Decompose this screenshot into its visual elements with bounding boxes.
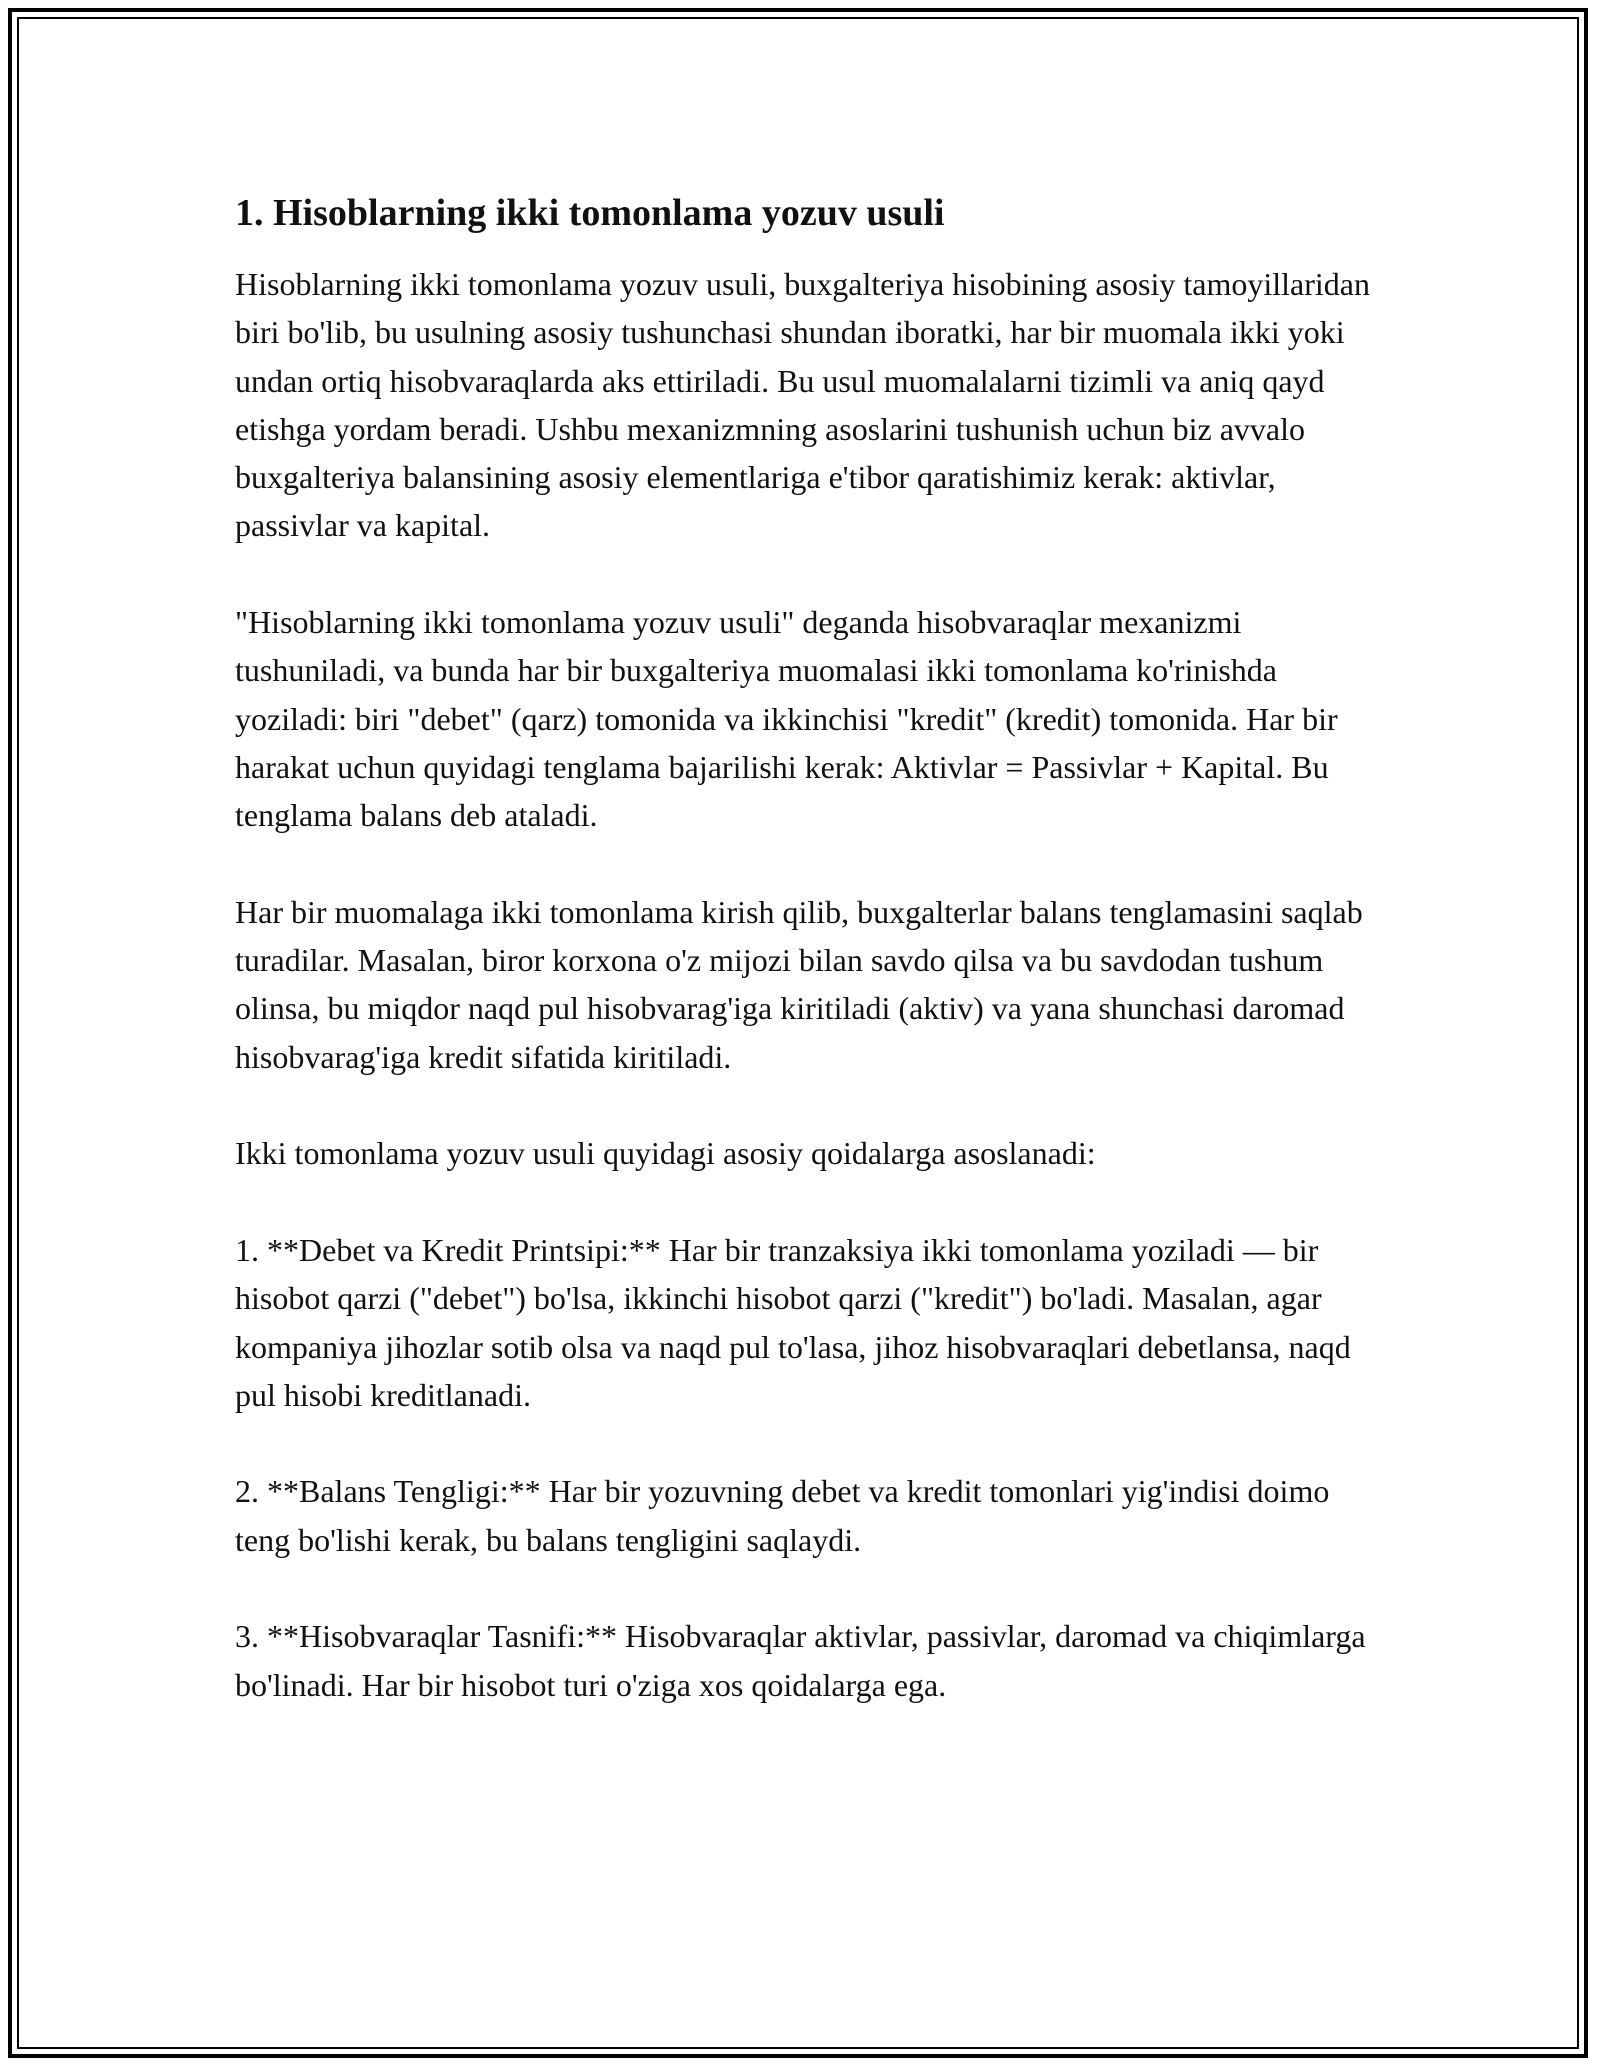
rule-item-balance: 2. **Balans Tengligi:** Har bir yozuvning debet va kredit tomonlari yig'indisi doimo teng bo'lishi kerak, bu balans tengligini saqlaydi.	[235, 1473, 1330, 1558]
paragraph-intro: Hisoblarning ikki tomonlama yozuv usuli, buxgalteriya hisobining asosiy tamoyillaridan biri bo'lib, bu usulning asosiy tushunchasi shundan iboratki, har bir muomala ikki yoki undan ortiq hisobvaraqlarda aks ettiriladi. Bu usul muomalalarni tizimli va aniq qayd etishga yordam beradi. Ushbu mexanizmning asoslarini tushunish uchun biz avvalo buxgalteriya balansining asosiy elementlariga e'tibor qaratishimiz kerak: aktivlar, passivlar va kapital.	[235, 266, 1370, 544]
section-heading: 1. Hisoblarning ikki tomonlama yozuv usuli	[235, 192, 945, 234]
rule-item-classification: 3. **Hisobvaraqlar Tasnifi:** Hisobvaraqlar aktivlar, passivlar, daromad va chiqimlarga bo'linadi. Har bir hisobot turi o'ziga xos qoidalarga ega.	[235, 1618, 1366, 1703]
paragraph-definition: "Hisoblarning ikki tomonlama yozuv usuli" deganda hisobvaraqlar mexanizmi tushuniladi, va bunda har bir buxgalteriya muomalasi ikki tomonlama ko'rinishda yoziladi: biri "debet" (qarz) tomonida va ikkinchisi "kredit" (kredit) tomonida. Har bir harakat uchun quyidagi tenglama bajarilishi kerak: Aktivlar = Passivlar + Kapital. Bu tenglama balans deb ataladi.	[235, 604, 1338, 834]
paragraph-rules-intro: Ikki tomonlama yozuv usuli quyidagi asosiy qoidalarga asoslanadi:	[235, 1135, 1096, 1172]
rule-item-debit-credit: 1. **Debet va Kredit Printsipi:** Har bir tranzaksiya ikki tomonlama yoziladi — bir hisobot qarzi ("debet") bo'lsa, ikkinchi hisobot qarzi ("kredit") bo'ladi. Masalan, agar kompaniya jihozlar sotib olsa va naqd pul to'lasa, jihoz hisobvaraqlari debetlansa, naqd pul hisobi kreditlanadi.	[235, 1231, 1351, 1413]
paragraph-example: Har bir muomalaga ikki tomonlama kirish qilib, buxgalterlar balans tenglamasini saqlab turadilar. Masalan, biror korxona o'z mijozi bilan savdo qilsa va bu savdodan tushum olinsa, bu miqdor naqd pul hisobvarag'iga kiritiladi (aktiv) va yana shunchasi daromad hisobvarag'iga kredit sifatida kiritiladi.	[235, 893, 1363, 1075]
document-body	[235, 186, 1370, 1757]
